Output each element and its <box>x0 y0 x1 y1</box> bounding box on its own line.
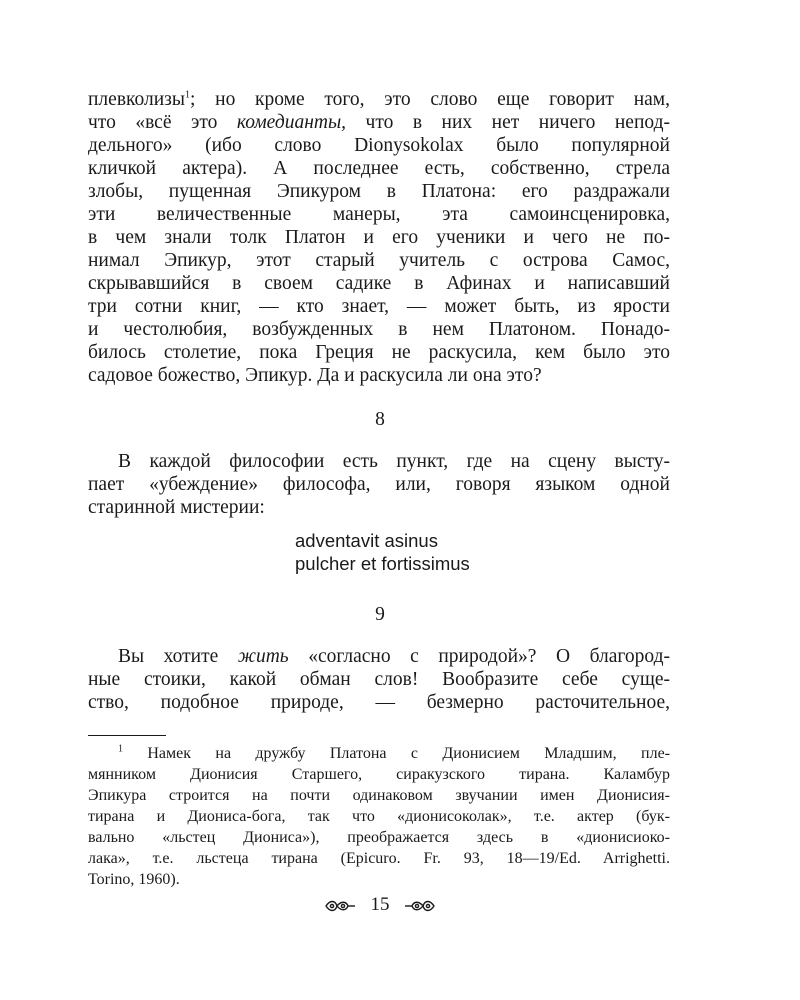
footnote-divider <box>88 735 166 736</box>
footnote-line: лака», т.е. льстеца тирана (Epicuro. Fr. 93, 18—19/Ed. Arrighetti. <box>88 850 670 867</box>
text-line: скрывавшийся в своем садике в Афинах и написавший <box>88 273 670 294</box>
text-line: злобы, пущенная Эпикуром в Платона: его раздражали <box>88 181 670 202</box>
text-line: Вы хотите жить «согласно с природой»? О благород- <box>118 646 671 667</box>
emphasis: комедианты, <box>236 112 347 133</box>
section-number: 8 <box>375 409 385 430</box>
verse-line: adventavit asinus <box>295 530 438 551</box>
text-line: садовое божество, Эпикур. Да и раскусила ли она это? <box>88 365 542 386</box>
text-line: ные стоики, какой обман слов! Вообразите себе суще- <box>88 669 670 690</box>
right-ornament-icon <box>404 897 436 915</box>
text-line: старинной мистерии: <box>88 497 265 518</box>
text-line: билось столетие, пока Греция не раскусила, кем было это <box>88 342 670 363</box>
text-line: эти величественные манеры, эта самоинсценировка, <box>88 204 670 225</box>
text-line: дельного» (ибо слово Dionysokolax было популярной <box>88 135 670 156</box>
text-line: что «всё это комедианты, что в них нет ничего непод- <box>88 112 670 133</box>
text-line: кличкой актера). А последнее есть, собственно, стрела <box>88 158 670 179</box>
text-line: ство, подобное природе, — безмерно расточительное, <box>88 692 670 713</box>
footnote-mark: 1 <box>118 743 123 755</box>
text-line: В каждой философии есть пункт, где на сцену высту- <box>118 451 670 472</box>
footnote-ref: 1 <box>184 89 190 101</box>
text-line: в чем знали толк Платон и его ученики и чего не по- <box>88 227 670 248</box>
text-line: нимал Эпикур, этот старый учитель с острова Самос, <box>88 250 670 271</box>
left-ornament-icon <box>324 897 356 915</box>
text-line: плевколизы$^1$; но кроме того, это слово еще говорит нам, <box>88 89 670 110</box>
footnote-line: мянником Дионисия Старшего, сиракузского тирана. Каламбур <box>88 766 670 783</box>
page-number: 15 <box>370 894 390 915</box>
footnote-line: тирана и Диониса-бога, так что «дионисоколак», т.е. актер (бук- <box>88 808 670 825</box>
section-number: 9 <box>375 604 385 625</box>
footnote-line: $^1$ Намек на дружбу Платона с Дионисием Младшим, пле- <box>118 743 670 762</box>
emphasis: жить <box>237 646 289 667</box>
footnote-line: вально «льстец Диониса»), преображается здесь в «дионисиоко- <box>88 829 670 846</box>
page-footer <box>0 893 760 917</box>
footnote-line: Torino, 1960). <box>88 871 180 888</box>
text-line: и честолюбия, возбужденных в нем Платоном. Понадо- <box>88 319 670 340</box>
text-line: три сотни книг, — кто знает, — может быть, из ярости <box>88 296 670 317</box>
footnote-line: Эпикура строится на почти одинаковом звучании имен Дионисия- <box>88 787 670 804</box>
text-line: пает «убеждение» философа, или, говоря языком одной <box>88 474 670 495</box>
verse-line: pulcher et fortissimus <box>295 553 470 574</box>
